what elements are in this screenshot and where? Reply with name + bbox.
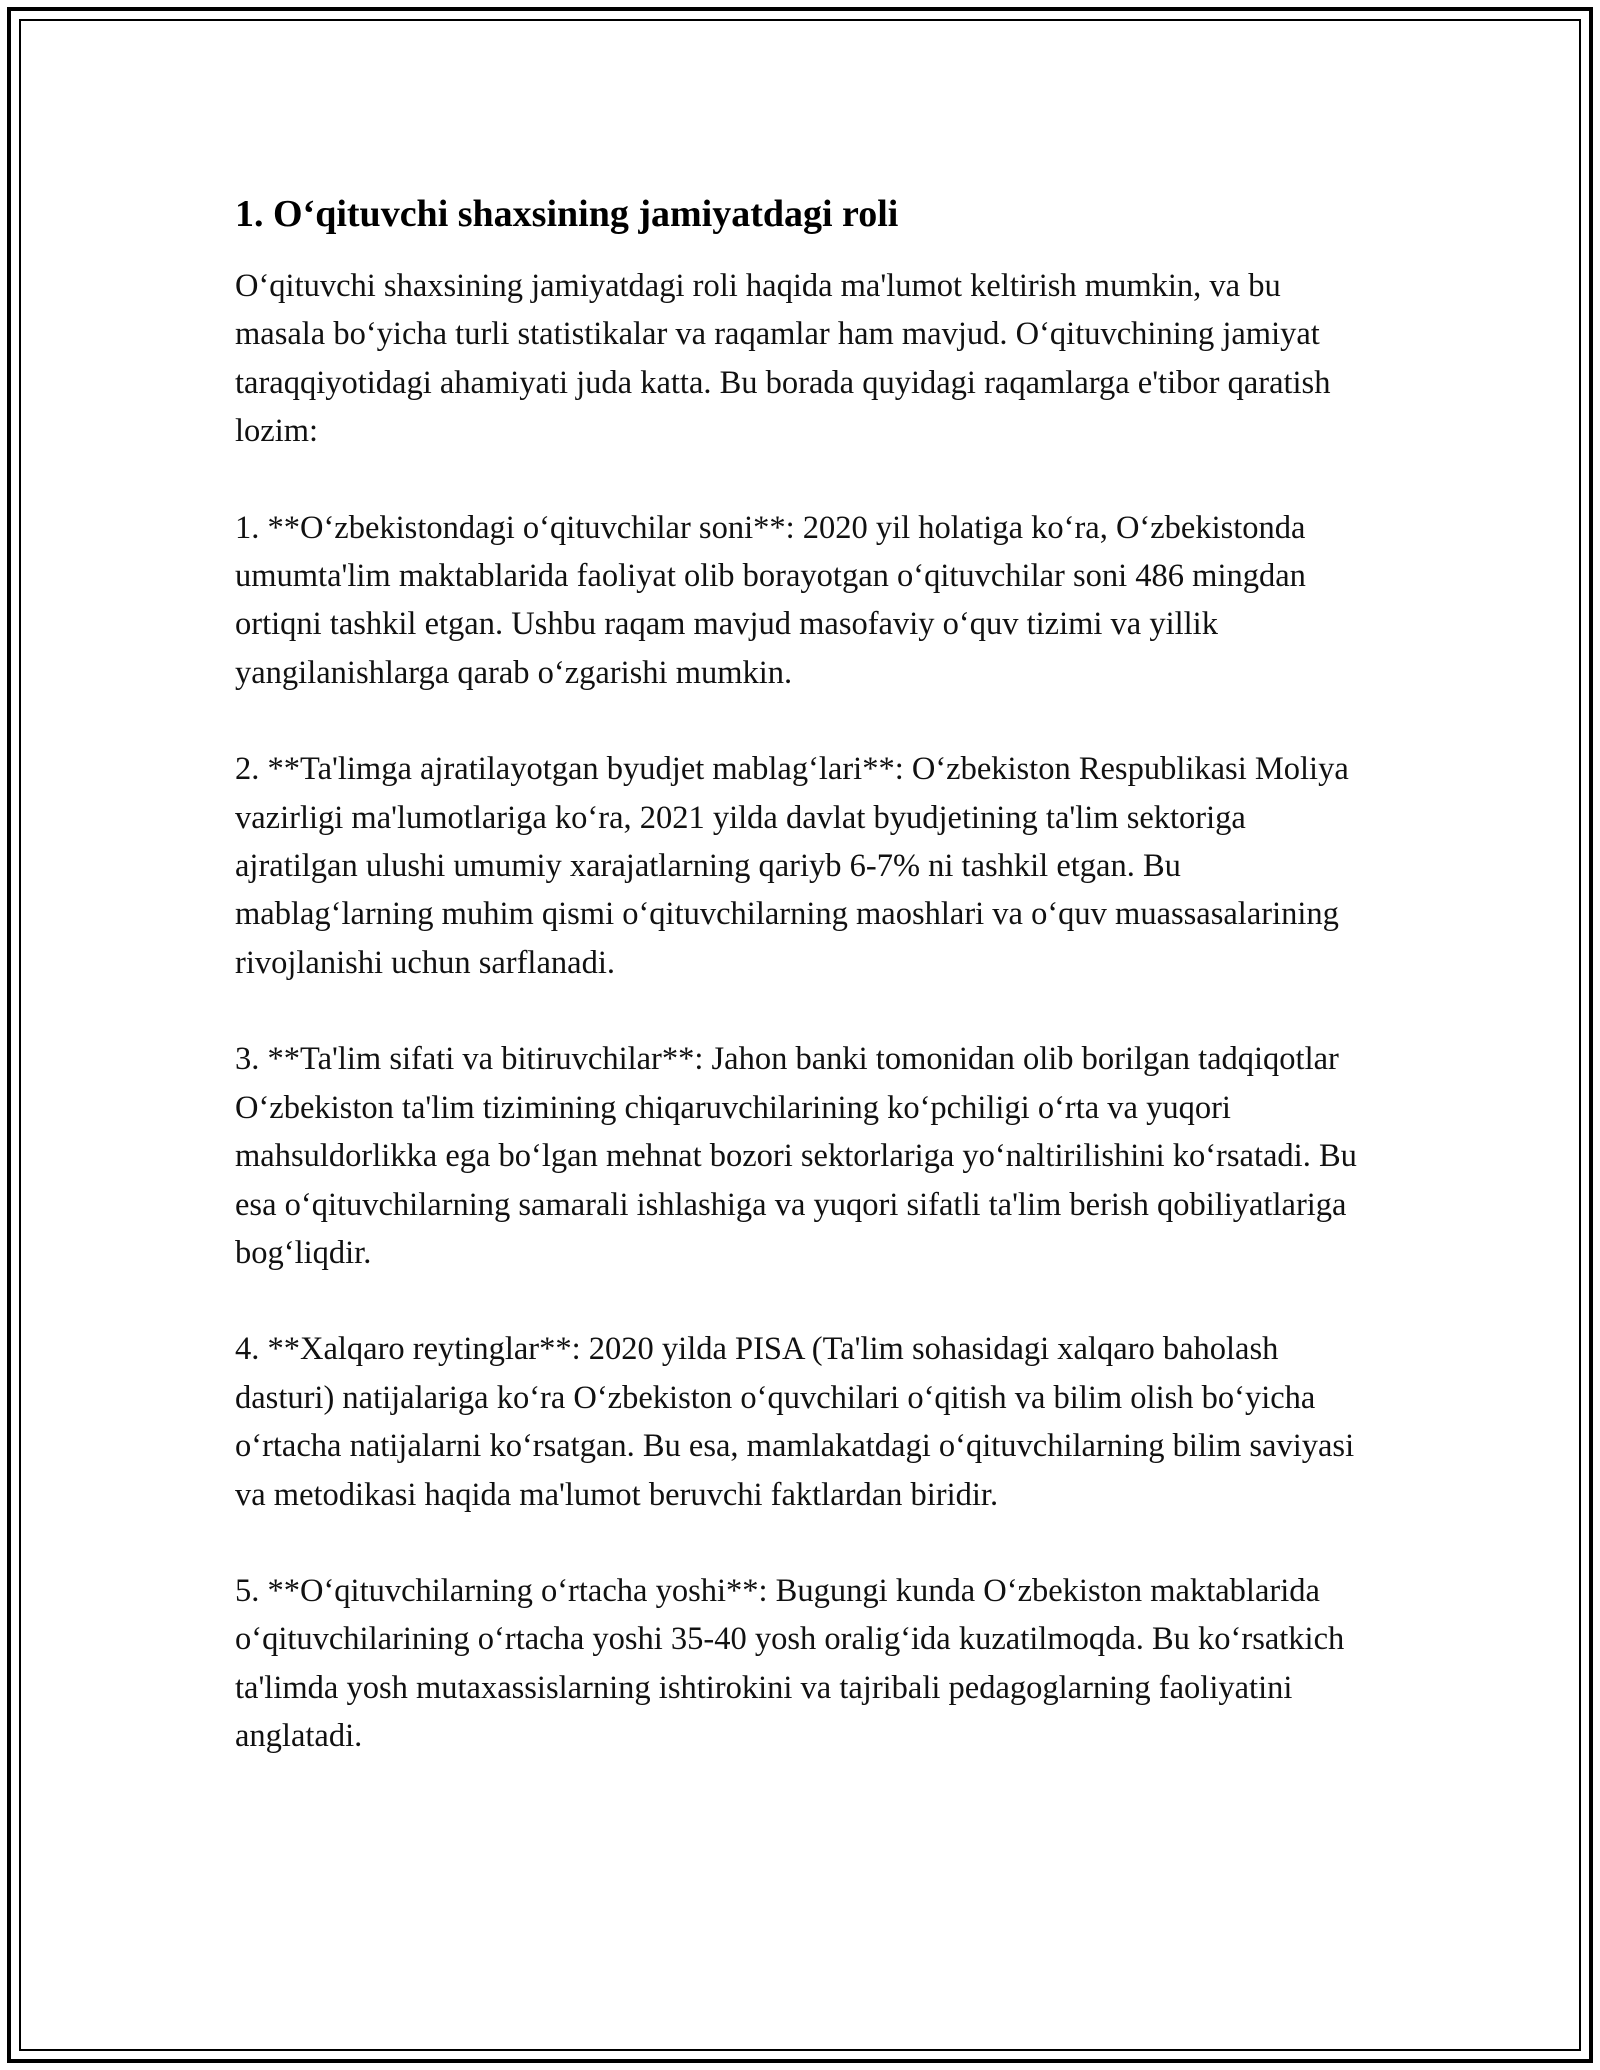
list-item: 1. **Oʻzbekistondagi oʻqituvchilar soni**: 2020 yil holatiga koʻra, Oʻzbekistonda umumta'lim maktablarida faoliyat olib borayotgan oʻqituvchilar soni 486 mingdan ortiqni tashkil etgan. Ushbu raqam mavjud masofaviy oʻquv tizimi va yillik yangilanishlarga qarab oʻzgarishi mumkin.: [235, 509, 1306, 691]
intro-paragraph: Oʻqituvchi shaxsining jamiyatdagi roli haqida ma'lumot keltirish mumkin, va bu masala boʻyicha turli statistikalar va raqamlar ham mavjud. Oʻqituvchining jamiyat taraqqiyotidagi ahamiyati juda katta. Bu borada quyidagi raqamlarga e'tibor qaratish lozim:: [235, 268, 1331, 450]
list-item: 2. **Ta'limga ajratilayotgan byudjet mablagʻlari**: Oʻzbekiston Respublikasi Moliya vazirligi ma'lumotlariga koʻra, 2021 yilda davlat byudjetining ta'lim sektoriga ajratilgan ulushi umumiy xarajatlarning qariyb 6-7% ni tashkil etgan. Bu mablagʻlarning muhim qismi oʻqituvchilarning maoshlari va oʻquv muassasalarining rivojlanishi uchun sarflanadi.: [235, 751, 1349, 981]
list-item: 3. **Ta'lim sifati va bitiruvchilar**: Jahon banki tomonidan olib borilgan tadqiqotlar Oʻzbekiston ta'lim tizimining chiqaruvchilarining koʻpchiligi oʻrta va yuqori mahsuldorlikka ega boʻlgan mehnat bozori sektorlariga yoʻnaltirilishini koʻrsatadi. Bu esa oʻqituvchilarning samarali ishlashiga va yuqori sifatli ta'lim berish qobiliyatlariga bogʻliqdir.: [235, 1041, 1357, 1271]
document-body: [235, 186, 1365, 1809]
list-item: 5. **Oʻqituvchilarning oʻrtacha yoshi**: Bugungi kunda Oʻzbekiston maktablarida oʻqituvchilarining oʻrtacha yoshi 35-40 yosh oraligʻida kuzatilmoqda. Bu koʻrsatkich ta'limda yosh mutaxassislarning ishtirokini va tajribali pedagoglarning faoliyatini anglatadi.: [235, 1572, 1345, 1755]
list-item: 4. **Xalqaro reytinglar**: 2020 yilda PISA (Ta'lim sohasidagi xalqaro baholash dasturi) natijalariga koʻra Oʻzbekiston oʻquvchilari oʻqitish va bilim olish boʻyicha oʻrtacha natijalarni koʻrsatgan. Bu esa, mamlakatdagi oʻqituvchilarning bilim saviyasi va metodikasi haqida ma'lumot beruvchi faktlardan biridir.: [235, 1331, 1355, 1513]
section-heading: 1. Oʻqituvchi shaxsining jamiyatdagi roli: [235, 193, 899, 235]
